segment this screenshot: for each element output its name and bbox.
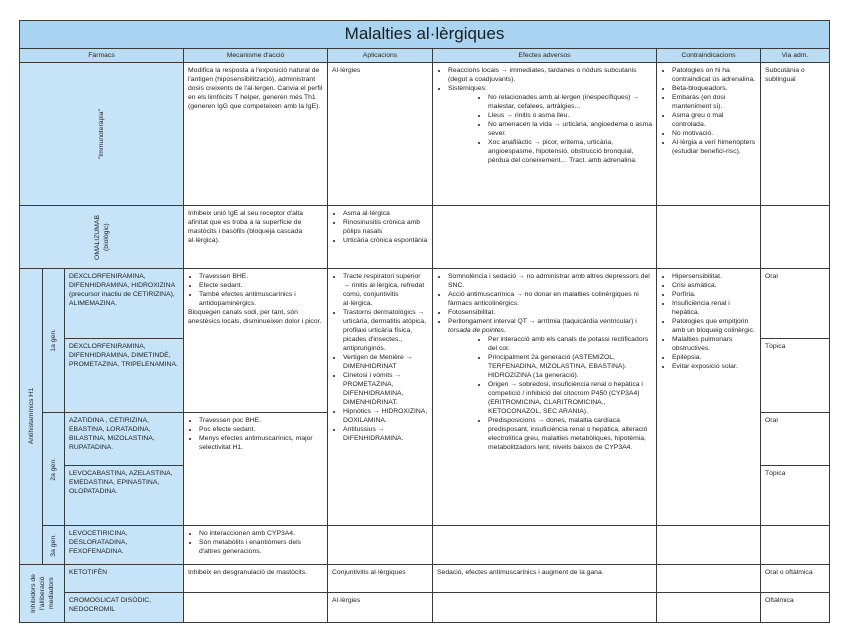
sub-list-item: • Principalment 2a generació (ASTEMIZOL, TERFENADINA, MIZOLASTINA, EBASTINA). HIDROZIZINA (1a generació). — [488, 353, 652, 380]
gen1-drugs-topica: DEXCLORFENIRAMINA, DIFENHIDRAMINA, DIMETINDÈ, PROMETAZINA, TRIPELENAMINA. — [65, 339, 184, 413]
list-item: • Asma al·lèrgica — [343, 209, 428, 218]
list-item — [448, 317, 652, 452]
allergic-diseases-table — [19, 20, 830, 623]
list-item: • Crisi asmàtica. — [672, 281, 756, 290]
omalizumab-mecanisme: Inhibeix unió IgE al seu receptor d'alta afinitat que es troba a la superfície de mastòcits i basòfils (bloqueja cascada al·lèrgica). — [184, 206, 328, 269]
cromoglicat-contraindicacions — [657, 593, 761, 623]
list-item: • Insuficiència renal i hepàtica. — [672, 299, 756, 317]
mecanisme-list — [188, 529, 323, 556]
gen3-via — [761, 526, 830, 565]
sub-list-item: • Xoc anafilàctic → picor, eritema, urticària, angioespasme, hipotensió, obstrucció bronquial, pèrdua del coneixement… Tract. amb adrenalina. — [488, 138, 652, 165]
list-item: • Patologies que empitjorin amb un bloqueig colinèrgic. — [672, 317, 756, 335]
gen3-label-cell — [43, 526, 65, 565]
gen3-contraindicacions — [657, 526, 761, 565]
list-item: • També efectes antimuscarínics i antidopaminèrgics. — [199, 290, 323, 308]
header-efectes: Efectes adversos — [433, 49, 657, 63]
mecanisme-list — [188, 416, 323, 452]
antihistaminics-label-cell — [20, 269, 43, 565]
list-item: • Malalties pulmonars obstructives. — [672, 335, 756, 353]
omalizumab-efectes — [433, 206, 657, 269]
antihistaminics-contraindicacions — [657, 269, 761, 526]
list-item: • Rinosinusitis crònica amb pòlips nasals — [343, 218, 428, 236]
ketotifen-aplicacions: Conjuntivitis al·lèrgiques — [328, 565, 433, 593]
omalizumab-via — [761, 206, 830, 269]
gen1-label-cell — [43, 269, 65, 413]
list-item: • Vertigen de Menière → DIMENHIDRINAT — [343, 353, 428, 371]
gen2-topica-via: Tòpica — [761, 466, 830, 526]
efectes-list — [437, 272, 652, 452]
omalizumab-aplicacions — [328, 206, 433, 269]
immunoterapia-name-cell — [20, 63, 184, 206]
gen1-label: 1a gen. — [50, 329, 57, 352]
qt-text: Perllongament interval QT → arrítmia (taquicàrdia ventricular) i — [448, 318, 637, 325]
sub-list-item: • No amenacen la vida → urticària, angioedema o asma sever. — [488, 120, 652, 138]
omalizumab-contraindicacions — [657, 206, 761, 269]
cromoglicat-name: CROMOGLICAT DISÒDIC, NEDOCROMIL — [65, 593, 184, 623]
gen2-drugs-topica: LEVOCABASTINA, AZELASTINA, EMEDASTINA, EPINASTINA, OLOPATADINA. — [65, 466, 184, 526]
cromoglicat-via: Oftàlmica — [761, 593, 830, 623]
list-item: • Trastorns dermatològics → urticària, dermatitis atòpica, profilaxi urticària física, picades d'insectes., antipruriginós. — [343, 308, 428, 353]
gen1-drugs-oral: DEXCLORFENIRAMINA, DIFENHIDRAMINA, HIDROXIZINA (precursor inactiu de CETIRIZINA), ALIMEMAZINA. — [65, 269, 184, 339]
gen1-mecanisme — [184, 269, 328, 413]
immunoterapia-contraindicacions — [657, 63, 761, 206]
list-item: • Hipnòtics → HIDROXIZINA, DOXILAMINA. — [343, 407, 428, 425]
list-item: • Efecte sedant. — [199, 281, 323, 290]
list-item: • Són metabòlits i enantiòmers dels d'altres generacions. — [199, 538, 323, 556]
cromoglicat-efectes — [433, 593, 657, 623]
list-item: • Patologies on hi ha contraindicat ús adrenalina. — [672, 66, 756, 84]
list-item: • Hipersensibilitat. — [672, 272, 756, 281]
omalizumab-title: OMALIZUMAB — [93, 214, 101, 260]
list-item: • No interaccionen amb CYP3A4. — [199, 529, 323, 538]
list-item: • Poc efecte sedant. — [199, 425, 323, 434]
omalizumab-subtitle: (biològic) — [102, 223, 110, 251]
list-item: • Embaràs (en dosi manteniment si). — [672, 93, 756, 111]
header-contraindicacions: Contraindicacions — [657, 49, 761, 63]
sub-list — [448, 335, 652, 452]
gen3-aplicacions — [328, 526, 433, 565]
antihistaminics-aplicacions — [328, 269, 433, 526]
header-aplicacions: Aplicacions — [328, 49, 433, 63]
omalizumab-name — [93, 215, 111, 260]
gen2-oral-via: Oral — [761, 413, 830, 466]
list-item: • Urticària crònica espontània — [343, 236, 428, 245]
list-item: • Porfíria. — [672, 290, 756, 299]
gen1-oral-via: Oral — [761, 269, 830, 339]
immunoterapia-aplicacions: Al·lèrgies — [328, 63, 433, 206]
gen2-drugs-oral: AZATIDINA , CETIRIZINA, EBASTINA, LORATADINA, BILASTINA, MIZOLASTINA, RUPATADINA. — [65, 413, 184, 466]
contraindicacions-list — [661, 272, 756, 371]
ketotifen-mecanisme: Inhibeix en desgranulació de mastòcits. — [184, 565, 328, 593]
contraindicacions-list — [661, 66, 756, 156]
list-item: • No motivació. — [672, 129, 756, 138]
list-item: • Tracte respiratori superior → rinitis al·lèrgica, refredat comú, conjuntivitis al·lèrgica. — [343, 272, 428, 308]
gen2-label-cell — [43, 413, 65, 526]
list-item: • Fotosensibilitat. — [448, 308, 652, 317]
immunoterapia-mecanisme: Modifica la resposta a l'exposició natural de l'antigen (hiposensibilització), administrant dosis creixents de l'al·lergen. Canvia el perfil en els limfòcits T helper, generen més Th1 (generen IgG que competeixen amb la IgE). — [184, 63, 328, 206]
list-item — [448, 84, 652, 165]
list-item: • Travessen poc BHE. — [199, 416, 323, 425]
efectes-list — [437, 66, 652, 165]
aplicacions-list — [332, 209, 428, 245]
list-item: • Evitar exposició solar. — [672, 362, 756, 371]
ketotifen-contraindicacions — [657, 565, 761, 593]
inhibidors-label: Inhibidors de l'alliberació mediadors — [29, 574, 55, 613]
gen3-mecanisme — [184, 526, 328, 565]
antihistaminics-label: Antihistamínics H1 — [27, 388, 35, 445]
ketotifen-via: Oral o oftàlmica — [761, 565, 830, 593]
list-item: • Beta-bloqueadors. — [672, 84, 756, 93]
omalizumab-name-cell — [20, 206, 184, 269]
inhibidors-label-cell — [20, 565, 65, 623]
gen2-mecanisme — [184, 413, 328, 526]
mecanisme-note: Bloquegen canals sodi, per tant, són anestèsics locals, disminueixen dolor i picor. — [188, 309, 322, 325]
header-via: Via adm. — [761, 49, 830, 63]
header-mecanisme: Mecanisme d'acció — [184, 49, 328, 63]
mecanisme-list — [188, 272, 323, 308]
sub-list-item: • Per interacció amb els canals de potassi rectificadors del cor. — [488, 335, 652, 353]
list-item: • Reaccions locals → immediates, tardanes o nòduls subcutanis (degut a coadjuvants). — [448, 66, 652, 84]
aplicacions-list — [332, 272, 428, 443]
gen3-efectes — [433, 526, 657, 565]
gen2-label: 2a gen. — [50, 457, 57, 481]
sub-list — [448, 93, 652, 165]
sub-list-item: • Origen → sobredosi, insuficiència renal o hepàtica i competició / inhibició del citocrom P450 (CYP3A4) (ERITROMICINA, CLARITROMICINA., KETOCONAZOL, SEC ARANIA). — [488, 380, 652, 416]
list-item: • Antitussius → DIFENHIDRAMINA. — [343, 425, 428, 443]
immunoterapia-efectes — [433, 63, 657, 206]
list-item: • Epilèpsia. — [672, 353, 756, 362]
list-item: • Acció antimuscarínica → no donar en malalties colinèrgiques ni fàrmacs anticolinèrgics. — [448, 290, 652, 308]
list-item: • Cinetosi i vòmits → PROMETAZINA, DIFENHIDRAMINA, DIMENHIDRINAT. — [343, 371, 428, 407]
list-item-label: Sistèmiques: — [448, 85, 487, 92]
antihistaminics-efectes — [433, 269, 657, 526]
qt-italic-text: torsada de pointes. — [448, 327, 506, 334]
gen3-drugs: LEVOCETIRICINA, DESLORATADINA, FEXOFENADINA. — [65, 526, 184, 565]
gen1-topica-via: Tòpica — [761, 339, 830, 413]
list-item: • Menys efectes antimuscarínics, major selectivitat H1. — [199, 434, 323, 452]
gen3-label: 3a gen. — [50, 533, 57, 557]
list-item: • Travessen BHE. — [199, 272, 323, 281]
list-item: • Asma greu o mal controlada. — [672, 111, 756, 129]
list-item: • Somnolència i sedació → no administrar amb altres depressors del SNC. — [448, 272, 652, 290]
cromoglicat-mecanisme — [184, 593, 328, 623]
sub-list-item: • No relacionades amb al·lergen (inespecífiques) → malestar, cefalees, artràlgies... — [488, 93, 652, 111]
sub-list-item: • Lleus → rinitis o asma lleu. — [488, 111, 652, 120]
list-item: • Al·lèrgia a verí himenòpters (estudiar benefici-risc). — [672, 138, 756, 156]
ketotifen-efectes: Sedació, efectes antimuscarínics i augment de la gana. — [433, 565, 657, 593]
header-farmacs: Fàrmacs — [20, 49, 184, 63]
table-title: Malalties al·lèrgiques — [20, 21, 830, 49]
immunoterapia-name: "Immunoteràpia" — [98, 108, 105, 160]
ketotifen-name: KETOTIFÈN — [65, 565, 184, 593]
immunoterapia-via: Subcutània o sublingual — [761, 63, 830, 206]
cromoglicat-aplicacions: Al·lèrgies — [328, 593, 433, 623]
sub-list-item: • Predisposicions → dones, malaltia cardíaca predisposant, insuficiència renal o hepàtica, alteració electrolítica greu, malalties metabòliques, hipotèmia, metabolitzadors lent, nivells baixos de CYP3A4. — [488, 416, 652, 452]
